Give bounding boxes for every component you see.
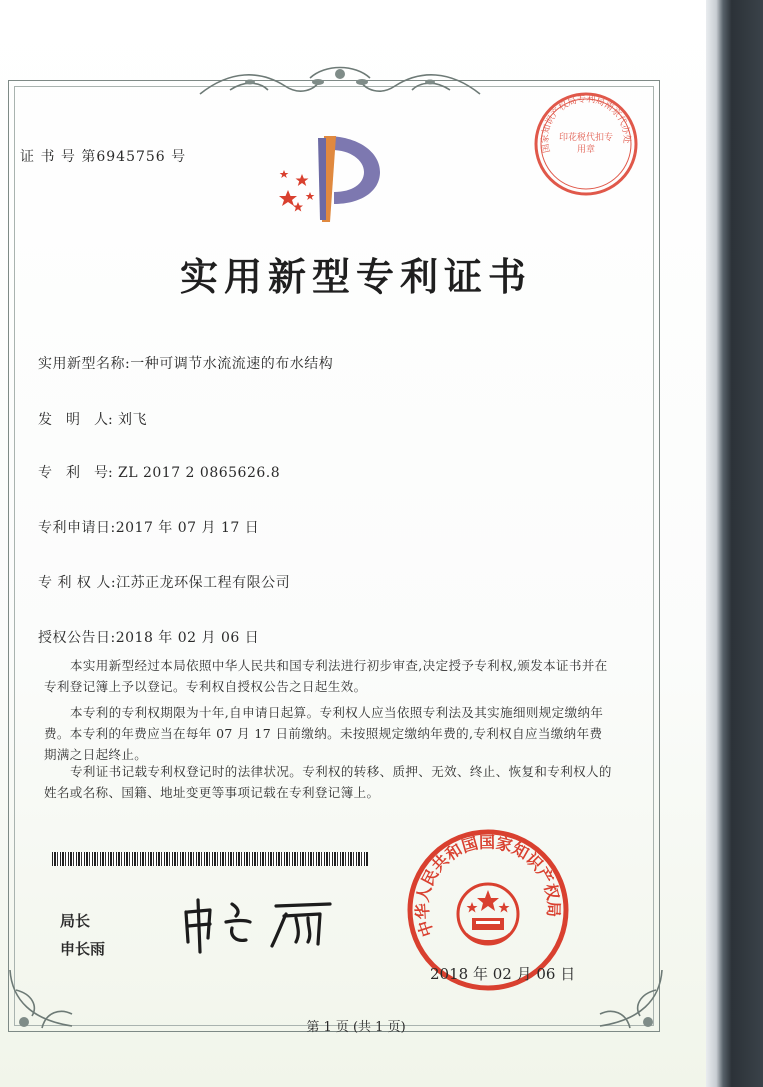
field-grant-announcement-date [38, 627, 259, 647]
scanner-edge-shadow [706, 0, 763, 1087]
agency-stamp-center-text: 印花税代扣专用章 [558, 133, 613, 155]
barcode [52, 852, 368, 866]
agency-stamp [530, 88, 642, 200]
field-label: 授权公告日: [38, 630, 116, 646]
field-value: 2018 年 02 月 06 日 [115, 630, 260, 646]
field-utility-model-name [38, 353, 333, 373]
field-application-date [38, 517, 259, 537]
field-patentee [38, 572, 290, 592]
field-label: 实用新型名称: [38, 356, 131, 372]
official-seal-text: 中华人民共和国国家知识产权局 [412, 832, 564, 940]
page-footer: 第 1 页 (共 1 页) [306, 1020, 406, 1035]
top-ornament [190, 60, 490, 104]
field-value: 一种可调节水流流速的布水结构 [130, 356, 334, 372]
director-title: 局长 [60, 912, 91, 930]
body-paragraph: 本专利的专利权期限为十年,自申请日起算。专利权人应当依照专利法及其实施细则规定缴纳年费。本专利的年费应当在每年 07 月 17 日前缴纳。未按照规定缴纳年费的,专利权自应当缴纳年费期满之日起终止。 [44, 705, 604, 762]
field-label: 专利申请日: [38, 520, 116, 536]
field-value: ZL 2017 2 0865626.8 [118, 465, 281, 481]
field-value: 江苏正龙环保工程有限公司 [116, 575, 291, 591]
certificate-number: 证 书 号 第6945756 号 [20, 149, 187, 165]
body-paragraph: 专利证书记载专利权登记时的法律状况。专利权的转移、质押、无效、终止、恢复和专利权人的姓名或名称、国籍、地址变更等事项记载在专利登记簿上。 [44, 764, 612, 800]
certificate-title: 实用新型专利证书 [179, 254, 532, 299]
director-name: 申长雨 [60, 940, 106, 958]
body-paragraph: 本实用新型经过本局依照中华人民共和国专利法进行初步审查,决定授予专利权,颁发本证书并在专利登记簿上予以登记。专利权自授权公告之日起生效。 [44, 658, 608, 694]
field-value: 2017 年 07 月 17 日 [115, 520, 260, 536]
seal-date: 2018 年 02 月 06 日 [430, 965, 576, 983]
director-signature [180, 894, 360, 954]
field-inventor [38, 409, 147, 429]
field-value: 刘飞 [118, 412, 147, 428]
agency-stamp-ring-text: 国家知识产权局专利局南京代办处 [540, 94, 632, 154]
field-patent-number [38, 462, 280, 482]
national-emblem-icon [458, 884, 518, 944]
field-label: 专 利 权 人: [38, 575, 117, 591]
field-label: 发 明 人: [38, 412, 113, 428]
patent-office-emblem [268, 130, 388, 226]
field-label: 专 利 号: [38, 465, 113, 481]
